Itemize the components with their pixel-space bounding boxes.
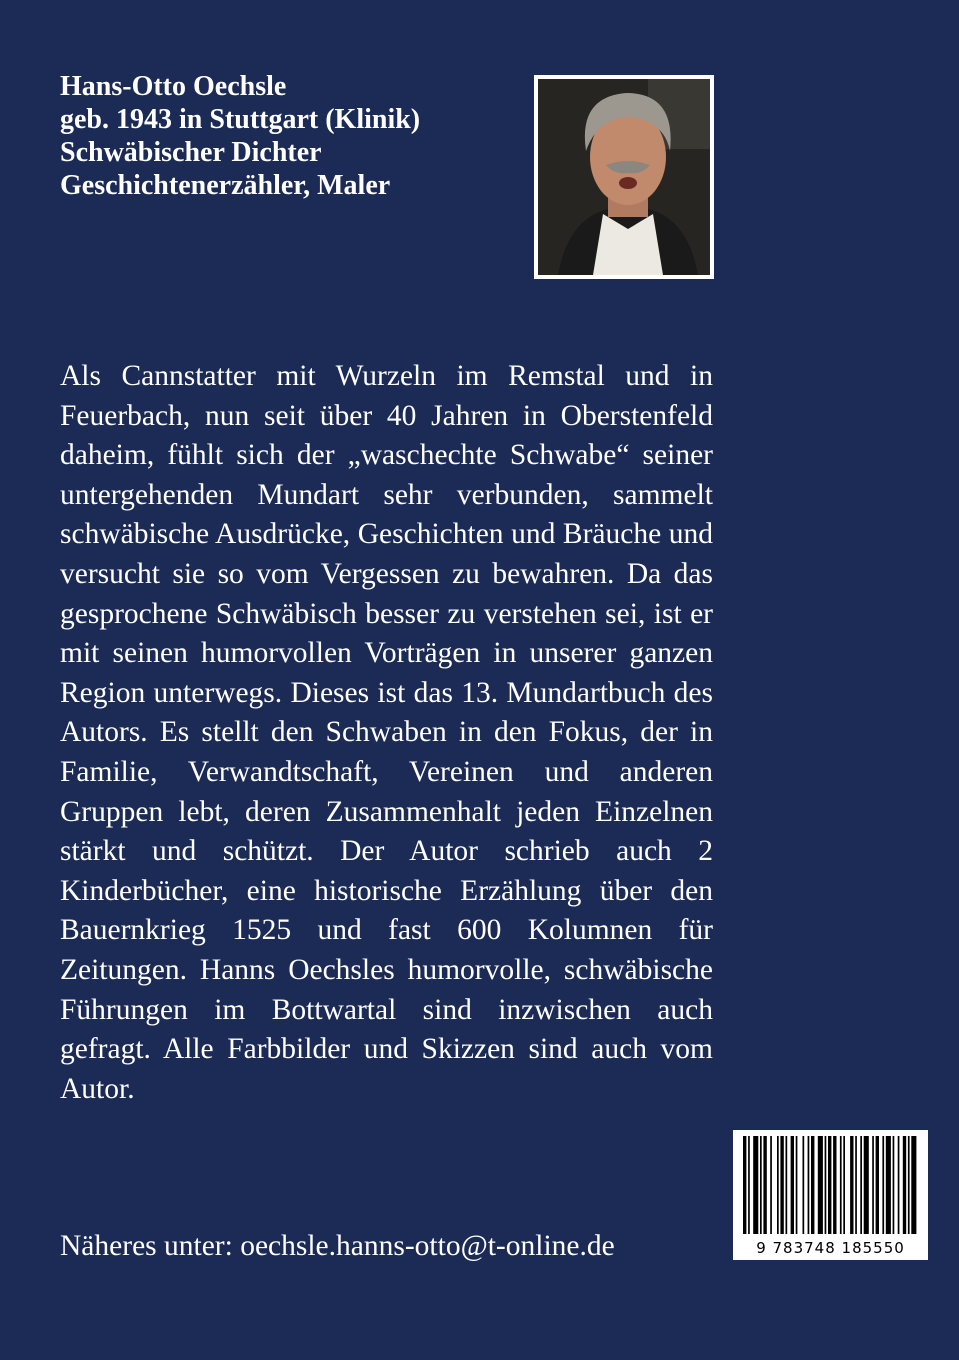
barcode-bar [898, 1136, 900, 1234]
barcode-bar [791, 1136, 794, 1234]
portrait-image [538, 79, 710, 275]
barcode-bar [911, 1136, 916, 1234]
barcode-bar [833, 1136, 836, 1234]
barcode-bar [876, 1136, 879, 1234]
barcode-bar [855, 1136, 857, 1234]
barcode-bar [840, 1136, 842, 1234]
barcode-bar [763, 1136, 766, 1234]
isbn-digits: 9 783748 185550 [756, 1239, 905, 1257]
barcode-bar [748, 1136, 750, 1234]
isbn-barcode [733, 1130, 928, 1260]
barcode-bar [850, 1136, 853, 1234]
barcode-bar [886, 1136, 891, 1234]
author-role-storyteller: Geschichtenerzähler, Maler [60, 170, 391, 201]
barcode-bar [864, 1136, 869, 1234]
barcode-bar [760, 1136, 762, 1234]
barcode-bar [860, 1136, 862, 1234]
barcode-bar [893, 1136, 895, 1234]
barcode-bar [825, 1136, 827, 1234]
biography-text: Als Cannstatter mit Wurzeln im Remstal und in Feuerbach, nun seit über 40 Jahren in Oberstenfeld daheim, fühlt sich der „waschechte Schwabe“ seiner untergehenden Mundart sehr verbunden, sammelt schwäbische Ausdrücke, Geschichten und Bräuche und versucht sie so vom Vergessen zu bewahren. Da das gesprochene Schwäbisch besser zu verstehen sei, ist er mit seinen humorvollen Vorträgen in unserer ganzen Region unterwegs. Dieses ist das 13. Mundartbuch des Autors. Es stellt den Schwaben in den Fokus, der in Familie, Verwandtschaft, Vereinen und anderen Gruppen lebt, deren Zusammenhalt jeden Einzelnen stärkt und schützt. Der Autor schrieb auch 2 Kinderbücher, eine historische Erzählung über den Bauernkrieg 1525 und fast 600 Kolumnen für Zeitungen. Hanns Oechsles humorvolle, schwäbische Führungen im Bottwartal sind inzwischen auch gefragt. Alle Farbbilder und Skizzen sind auch vom Autor. [60, 360, 713, 1105]
barcode-bar [903, 1136, 906, 1234]
barcode-bar [780, 1136, 783, 1234]
author-portrait [534, 75, 714, 279]
barcode-bar [808, 1136, 810, 1234]
barcode-bar [753, 1136, 758, 1234]
author-header [60, 70, 520, 202]
contact-line: Näheres unter: oechsle.hanns-otto@t-online.de [60, 1230, 615, 1262]
barcode-bar [811, 1136, 814, 1234]
barcode-bar [882, 1136, 884, 1234]
barcode-bar [803, 1136, 805, 1234]
barcode-bar [843, 1136, 845, 1234]
author-name: Hans-Otto Oechsle [60, 71, 287, 102]
barcode-bar [796, 1136, 798, 1234]
barcode-bar [818, 1136, 823, 1234]
author-role-poet: Schwäbischer Dichter [60, 137, 322, 168]
barcode-bar [743, 1136, 746, 1234]
barcode-bar [872, 1136, 874, 1234]
barcode-bar [828, 1136, 831, 1234]
barcode-bar [786, 1136, 788, 1234]
barcode-bar [908, 1136, 910, 1234]
barcode-bar [770, 1136, 772, 1234]
barcode-bars [733, 1130, 928, 1240]
author-birth: geb. 1943 in Stuttgart (Klinik) [60, 104, 421, 135]
barcode-bar [777, 1136, 779, 1234]
